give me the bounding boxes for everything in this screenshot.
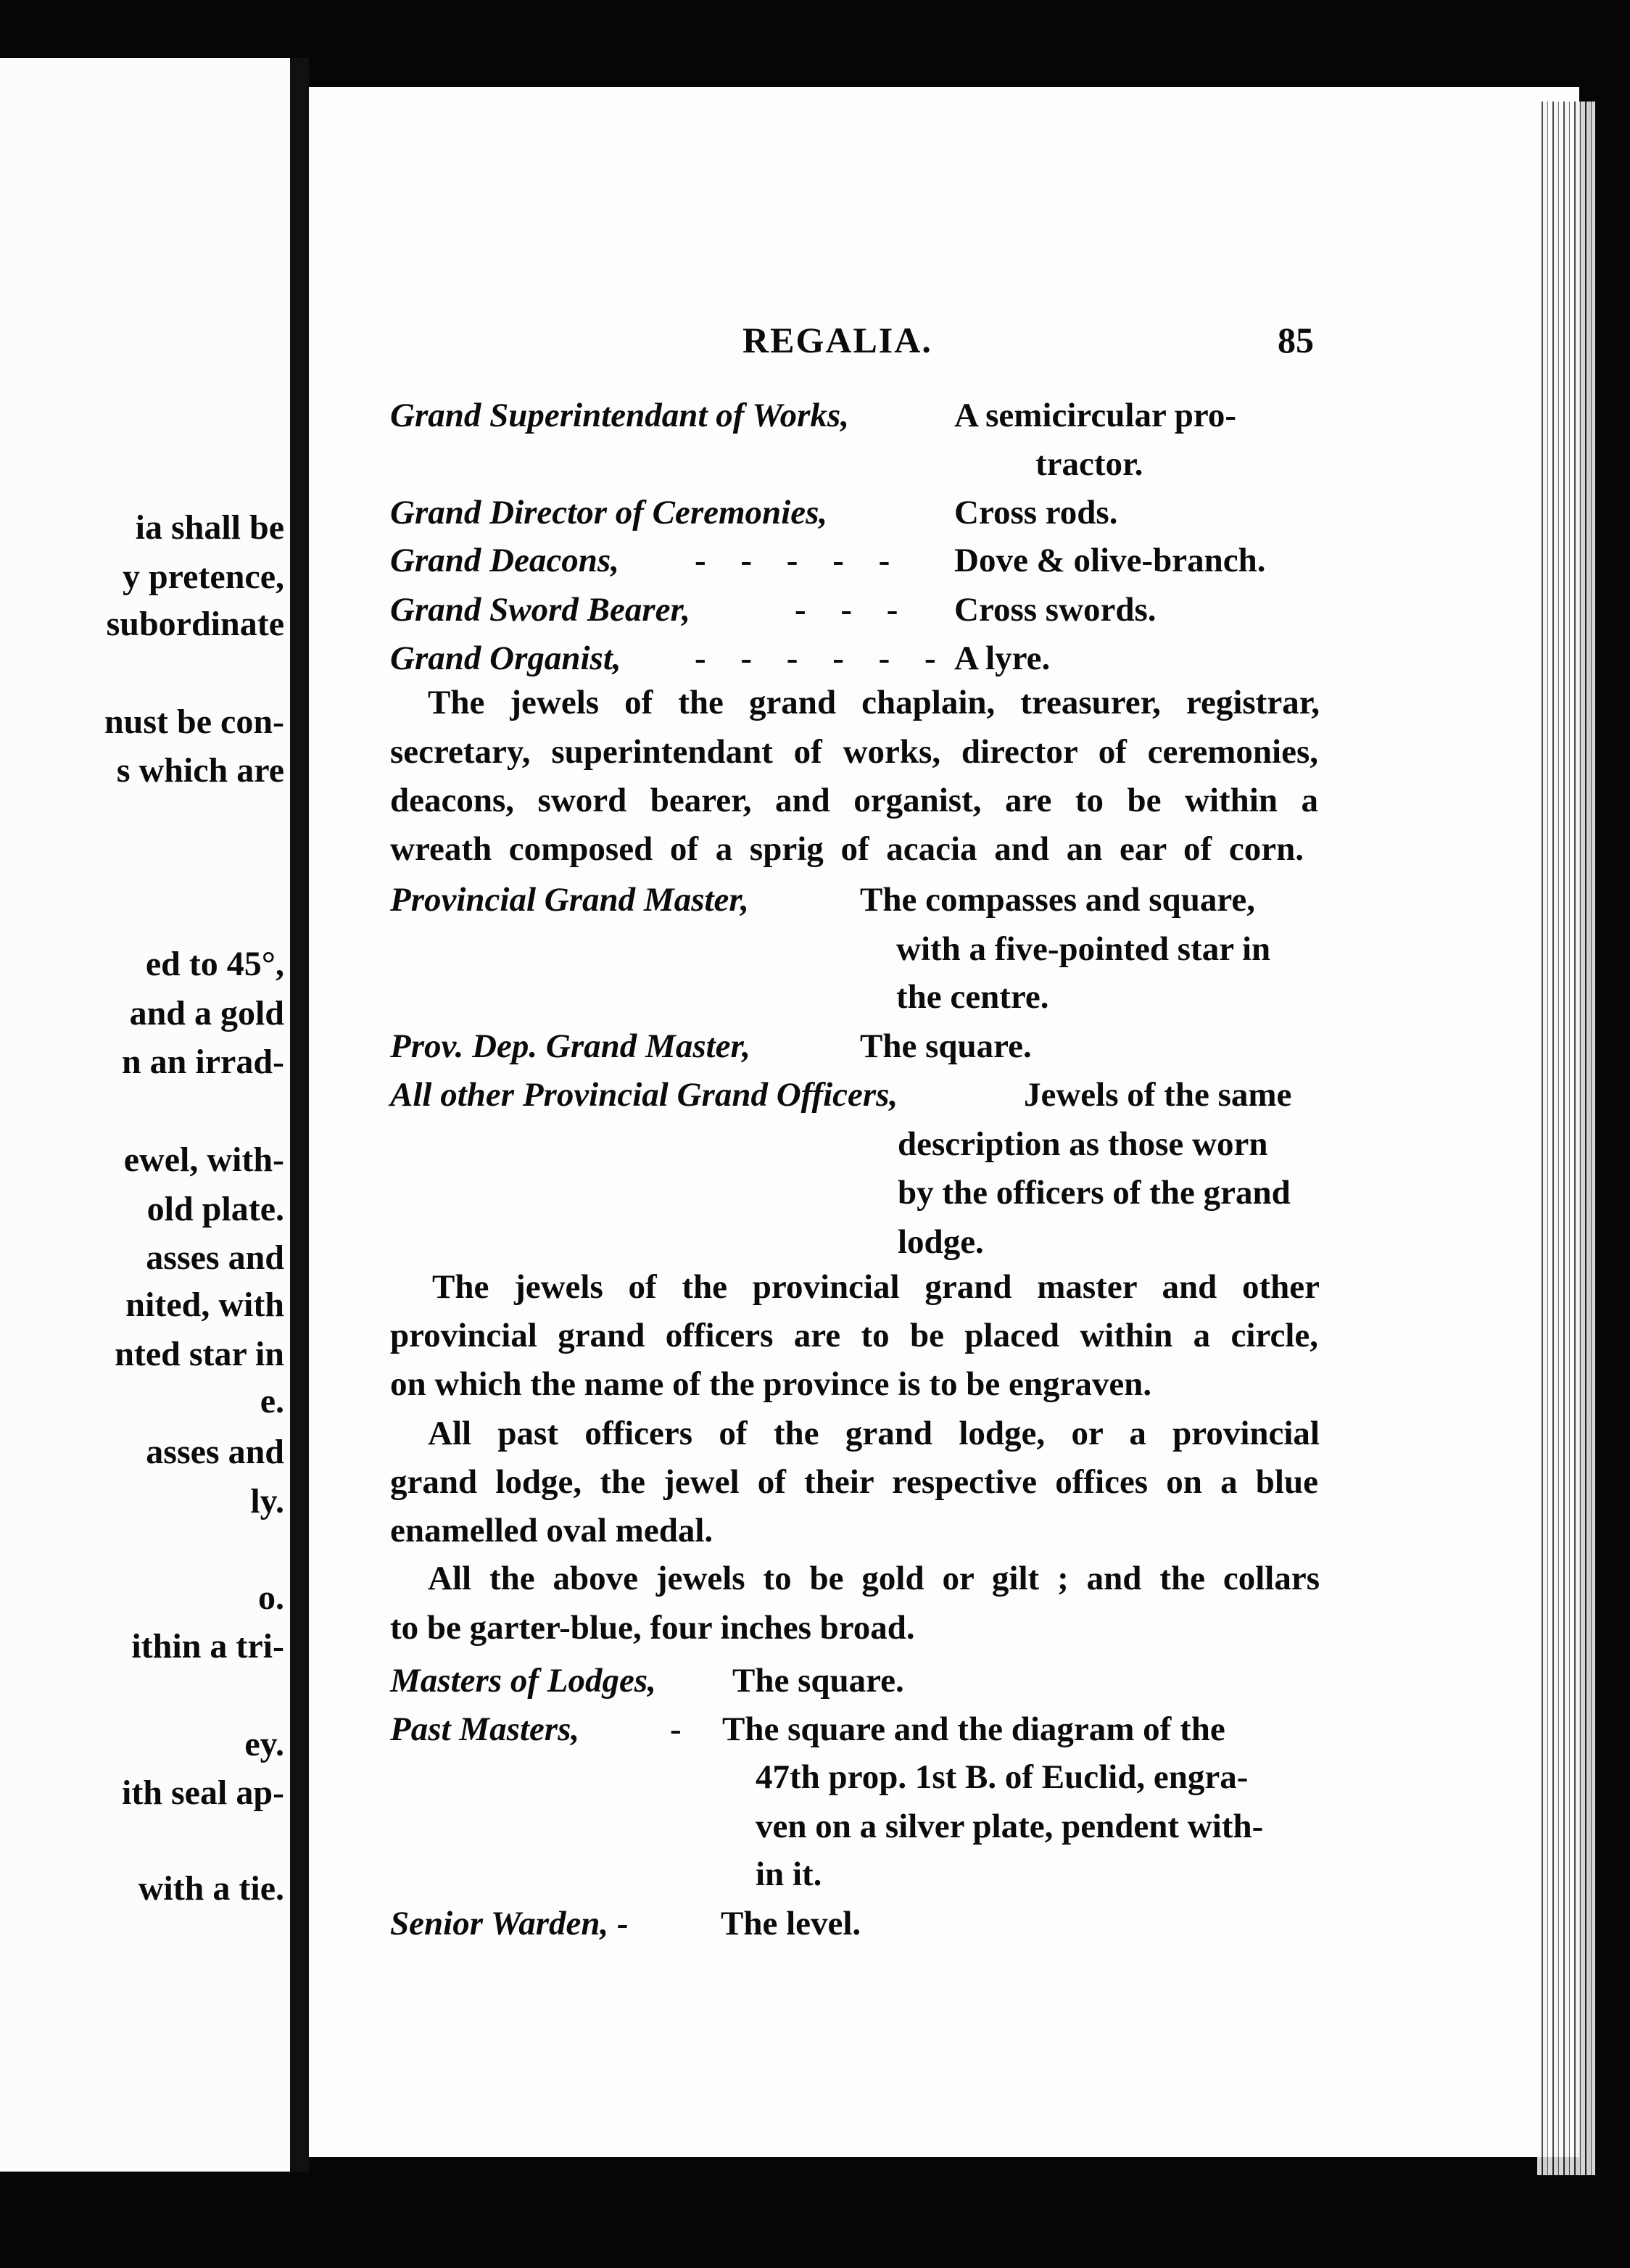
jewel-desc: A lyre.: [954, 640, 1051, 677]
list-item: [390, 1022, 750, 1070]
paragraph-line: deacons, sword bearer, and organist, are to be within a: [390, 782, 1318, 819]
leader-dashes: - - - - -: [695, 542, 903, 579]
list-item: [390, 392, 849, 439]
leader-dashes: - - -: [795, 591, 911, 629]
office-name: Grand Organist,: [390, 640, 621, 677]
list-item: [390, 1657, 656, 1705]
list-item: [390, 876, 749, 924]
paragraph-line: All the above jewels to be gold or gilt ; and the collars: [428, 1560, 1320, 1597]
list-item: [390, 1071, 898, 1119]
office-name: All other Provincial Grand Officers,: [390, 1076, 898, 1114]
jewel-desc: Dove & olive-branch.: [954, 542, 1266, 579]
left-page-line: ey.: [244, 1725, 284, 1763]
paragraph-line: secretary, superintendant of works, director of ceremonies,: [390, 733, 1318, 771]
list-item: [390, 537, 619, 584]
jewel-desc: The square.: [732, 1662, 904, 1700]
office-name: Past Masters,: [390, 1710, 580, 1748]
left-page-line: nted star in: [115, 1335, 284, 1373]
left-facing-page: [0, 58, 290, 2172]
jewel-desc: 47th prop. 1st B. of Euclid, engra-: [756, 1758, 1249, 1796]
office-name: Grand Deacons,: [390, 542, 619, 579]
list-item: [390, 1900, 629, 1948]
left-page-line: ithin a tri-: [131, 1627, 284, 1665]
left-page-line: ed to 45°,: [145, 945, 284, 983]
left-page-line: ith seal ap-: [121, 1774, 284, 1812]
left-page-line: asses and: [146, 1238, 284, 1277]
book-gutter: [290, 58, 309, 2172]
office-name: Prov. Dep. Grand Master,: [390, 1027, 750, 1065]
jewel-desc: The square.: [860, 1027, 1032, 1065]
leader-dashes: - - - - - -: [695, 640, 949, 677]
jewel-desc: tractor.: [1035, 445, 1143, 483]
left-page-line: ewel, with-: [123, 1141, 284, 1179]
left-page-line: ia shall be: [135, 508, 284, 547]
paragraph-line: enamelled oval medal.: [390, 1512, 713, 1549]
jewel-desc: Cross rods.: [954, 494, 1118, 531]
left-page-line: old plate.: [146, 1190, 284, 1228]
jewel-desc: A semicircular pro-: [954, 397, 1237, 434]
left-page-line: nust be con-: [104, 703, 284, 741]
paragraph-line: provincial grand officers are to be placed within a circle,: [390, 1317, 1318, 1354]
office-name: Masters of Lodges,: [390, 1662, 656, 1700]
running-head: REGALIA.: [742, 320, 932, 360]
jewel-desc: The compasses and square,: [860, 881, 1255, 919]
left-page-line: asses and: [146, 1433, 284, 1471]
paragraph-line: The jewels of the grand chaplain, treasurer, registrar,: [428, 684, 1320, 721]
left-page-line: subordinate: [106, 605, 284, 643]
left-page-line: nited, with: [125, 1286, 284, 1324]
paragraph-line: grand lodge, the jewel of their respective offices on a blue: [390, 1463, 1318, 1501]
list-item: [390, 586, 690, 634]
office-name: Grand Superintendant of Works,: [390, 397, 849, 434]
paragraph-line: on which the name of the province is to be engraven.: [390, 1365, 1152, 1403]
jewel-desc: The level.: [721, 1905, 861, 1942]
page-edges: [1537, 102, 1595, 2175]
left-page-line: with a tie.: [138, 1869, 284, 1908]
jewel-desc: Jewels of the same: [1024, 1076, 1292, 1114]
office-name: Senior Warden, -: [390, 1905, 629, 1942]
paragraph-line: The jewels of the provincial grand master and other: [432, 1268, 1320, 1306]
list-item: [390, 634, 621, 682]
paragraph-line: All past officers of the grand lodge, or a provincial: [428, 1415, 1320, 1452]
jewel-desc: The square and the diagram of the: [722, 1710, 1225, 1748]
jewel-desc: with a five-pointed star in: [896, 930, 1271, 968]
list-item: [390, 489, 827, 537]
left-page-line: e.: [260, 1382, 284, 1420]
left-page-line: s which are: [116, 751, 284, 790]
jewel-desc: lodge.: [898, 1223, 984, 1261]
jewel-desc: ven on a silver plate, pendent with-: [756, 1808, 1264, 1845]
left-page-line: y pretence,: [122, 558, 284, 596]
office-name: Provincial Grand Master,: [390, 881, 749, 919]
jewel-desc: the centre.: [896, 978, 1049, 1016]
list-item: [390, 1705, 579, 1753]
paragraph-line: to be garter-blue, four inches broad.: [390, 1609, 915, 1647]
page-number: 85: [1278, 320, 1314, 360]
left-page-line: o.: [258, 1578, 284, 1617]
office-name: Grand Sword Bearer,: [390, 591, 690, 629]
jewel-desc: Cross swords.: [954, 591, 1157, 629]
leader-dashes: -: [670, 1710, 682, 1748]
left-page-line: n an irrad-: [121, 1043, 284, 1081]
office-name: Grand Director of Ceremonies,: [390, 494, 828, 531]
paragraph-line: wreath composed of a sprig of acacia and an ear of corn.: [390, 830, 1304, 868]
jewel-desc: in it.: [756, 1855, 822, 1893]
left-page-line: ly.: [250, 1482, 284, 1520]
left-page-line: and a gold: [129, 994, 284, 1032]
jewel-desc: description as those worn: [898, 1125, 1268, 1163]
jewel-desc: by the officers of the grand: [898, 1174, 1291, 1212]
